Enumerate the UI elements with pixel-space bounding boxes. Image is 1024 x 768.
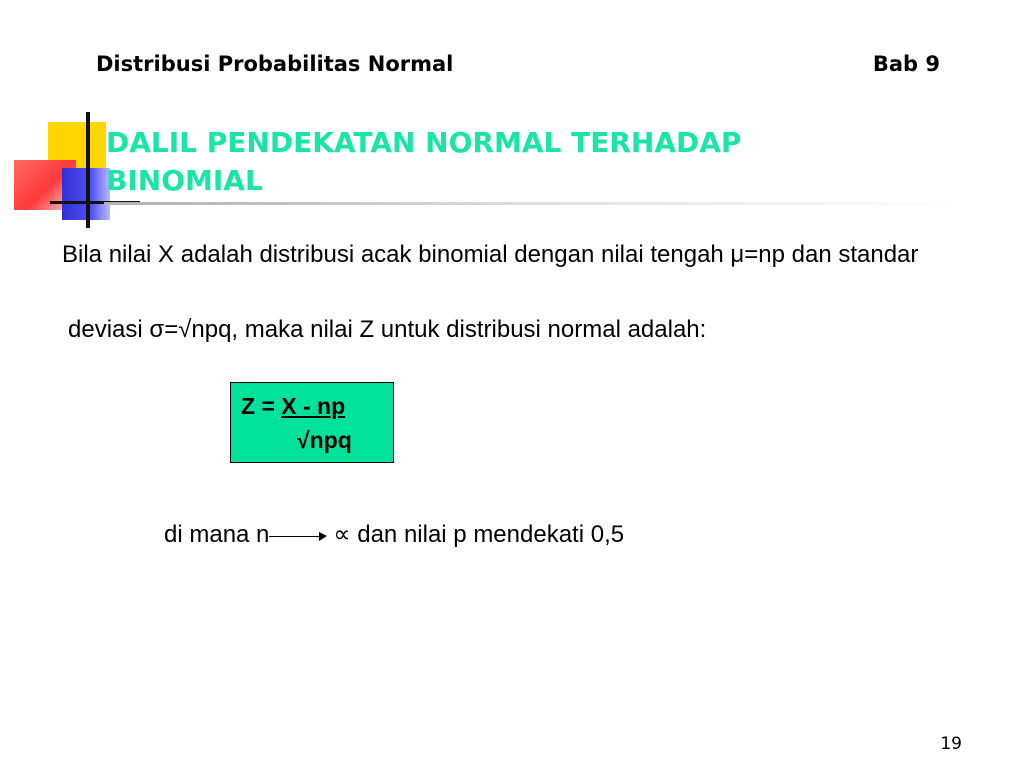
header-course-title: Distribusi Probabilitas Normal bbox=[96, 52, 454, 76]
proportional-icon: ∝ bbox=[333, 521, 351, 548]
header-chapter-label: Bab 9 bbox=[872, 52, 940, 76]
formula-numerator: X - np bbox=[281, 393, 346, 419]
vertical-rule bbox=[86, 112, 90, 228]
limit-prefix: di mana n bbox=[164, 521, 270, 548]
right-arrow-icon bbox=[269, 532, 327, 542]
formula-lhs: Z = bbox=[241, 393, 282, 419]
limit-condition bbox=[164, 520, 624, 550]
formula-denominator: √npq bbox=[297, 427, 352, 453]
title-divider bbox=[104, 202, 964, 205]
body-paragraph-1: Bila nilai X adalah distribusi acak binomial dengan nilai tengah μ=np dan standar bbox=[62, 241, 919, 268]
z-formula-box bbox=[230, 382, 394, 463]
formula-top-line bbox=[241, 393, 345, 420]
page-number: 19 bbox=[940, 734, 962, 754]
limit-suffix: dan nilai p mendekati 0,5 bbox=[350, 521, 625, 548]
body-paragraph-2: deviasi σ=√npq, maka nilai Z untuk distribusi normal adalah: bbox=[68, 316, 707, 343]
slide-title: DALIL PENDEKATAN NORMAL TERHADAP BINOMIAL bbox=[106, 126, 742, 197]
